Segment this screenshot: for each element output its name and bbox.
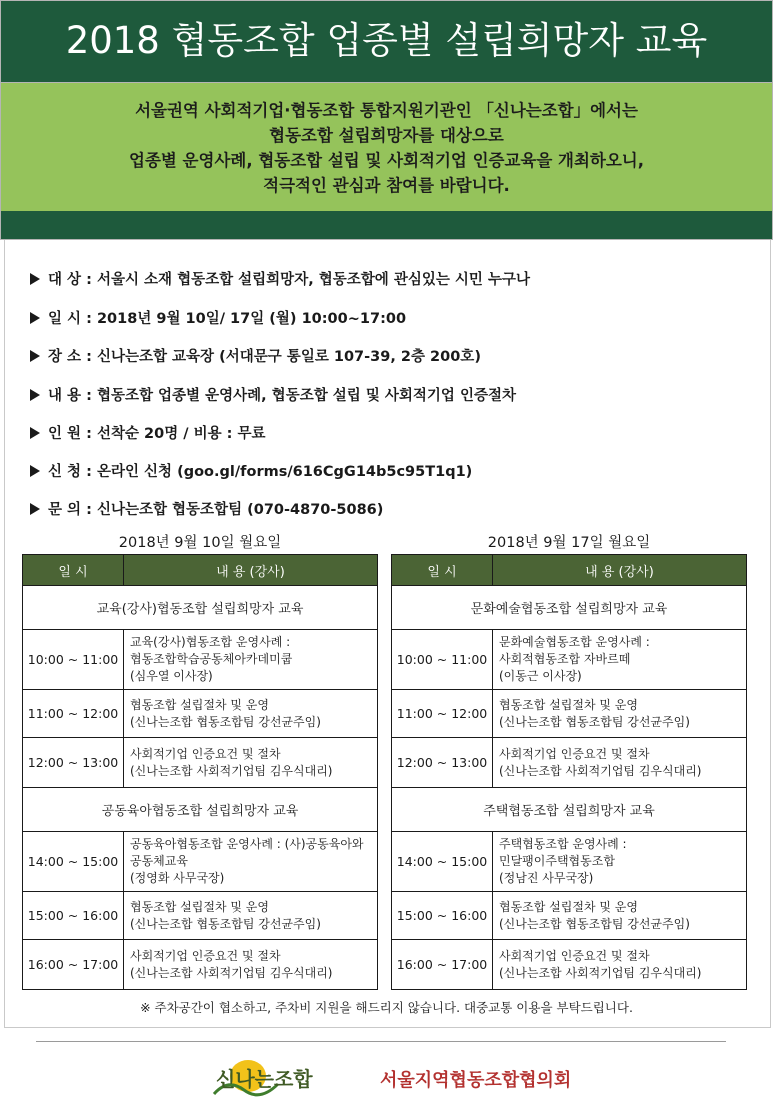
footer-divider	[36, 1041, 726, 1042]
arrow-right-icon	[30, 465, 40, 477]
table-row	[392, 690, 747, 738]
table-row	[392, 738, 747, 788]
time-cell: 16:00 ~ 17:00	[392, 940, 493, 990]
time-cell: 14:00 ~ 15:00	[392, 832, 493, 892]
arrow-right-icon	[30, 427, 40, 439]
section-row	[392, 586, 747, 630]
table-row	[23, 630, 378, 690]
schedule-table-2	[391, 554, 747, 990]
arrow-right-icon	[30, 503, 40, 515]
section-title: 공동육아협동조합 설립희망자 교육	[23, 788, 378, 832]
desc-cell: 사회적기업 인증요건 및 절차 (신나는조합 사회적기업팀 김우식대리)	[493, 940, 747, 990]
sinaneun-logo	[208, 1050, 318, 1106]
col-header-time: 일 시	[23, 555, 124, 586]
table-row	[23, 892, 378, 940]
day-title-2: 2018년 9월 17일 월요일	[487, 535, 651, 551]
col-header-content: 내 용 (강사)	[124, 555, 378, 586]
desc-cell: 협동조합 설립절차 및 운영 (신나는조합 협동조합팀 강선균주임)	[493, 892, 747, 940]
info-capacity: 인 원 : 선착순 20명 / 비용 : 무료	[30, 422, 266, 443]
schedule-table-1	[22, 554, 378, 990]
info-venue: 장 소 : 신나는조합 교육장 (서대문구 통일로 107-39, 2층 200호)	[30, 345, 481, 366]
parking-notice: ※ 주차공간이 협소하고, 주차비 지원을 해드리지 않습니다. 대중교통 이용을 부탁드립니다.	[140, 1000, 633, 1015]
table-row	[392, 940, 747, 990]
time-cell: 10:00 ~ 11:00	[392, 630, 493, 690]
intro-line: 서울권역 사회적기업·협동조합 통합지원기관인 「신나는조합」에서는	[135, 101, 638, 120]
time-cell: 11:00 ~ 12:00	[392, 690, 493, 738]
intro-box	[0, 83, 773, 211]
time-cell: 14:00 ~ 15:00	[23, 832, 124, 892]
org-name: 서울지역협동조합협의회	[380, 1070, 572, 1091]
logo-text: 신나는조합	[216, 1067, 313, 1091]
day-title-1: 2018년 9월 10일 월요일	[118, 535, 282, 551]
desc-cell: 주택협동조합 운영사례 : 민달팽이주택협동조합 (정남진 사무국장)	[493, 832, 747, 892]
section-row	[392, 788, 747, 832]
section-title: 주택협동조합 설립희망자 교육	[392, 788, 747, 832]
desc-cell: 협동조합 설립절차 및 운영 (신나는조합 협동조합팀 강선균주임)	[493, 690, 747, 738]
header-band	[0, 211, 773, 240]
table-header-row	[23, 555, 378, 586]
section-title: 교육(강사)협동조합 설립희망자 교육	[23, 586, 378, 630]
info-datetime: 일 시 : 2018년 9월 10일/ 17일 (월) 10:00~17:00	[30, 307, 406, 328]
time-cell: 11:00 ~ 12:00	[23, 690, 124, 738]
section-title: 문화예술협동조합 설립희망자 교육	[392, 586, 747, 630]
time-cell: 15:00 ~ 16:00	[392, 892, 493, 940]
section-row	[23, 788, 378, 832]
info-contact: 문 의 : 신나는조합 협동조합팀 (070-4870-5086)	[30, 498, 383, 519]
time-cell: 12:00 ~ 13:00	[23, 738, 124, 788]
desc-cell: 교육(강사)협동조합 운영사례 : 협동조합학습공동체아카데미쿱 (심우열 이사장)	[124, 630, 378, 690]
table-row	[23, 738, 378, 788]
arrow-right-icon	[30, 389, 40, 401]
desc-cell: 사회적기업 인증요건 및 절차 (신나는조합 사회적기업팀 김우식대리)	[493, 738, 747, 788]
time-cell: 15:00 ~ 16:00	[23, 892, 124, 940]
desc-cell: 사회적기업 인증요건 및 절차 (신나는조합 사회적기업팀 김우식대리)	[124, 940, 378, 990]
col-header-time: 일 시	[392, 555, 493, 586]
section-row	[23, 586, 378, 630]
title-bar	[0, 0, 773, 83]
desc-cell: 사회적기업 인증요건 및 절차 (신나는조합 사회적기업팀 김우식대리)	[124, 738, 378, 788]
time-cell: 10:00 ~ 11:00	[23, 630, 124, 690]
page-title: 2018 협동조합 업종별 설립희망자 교육	[65, 19, 708, 62]
table-row	[392, 630, 747, 690]
time-cell: 16:00 ~ 17:00	[23, 940, 124, 990]
desc-cell: 협동조합 설립절차 및 운영 (신나는조합 협동조합팀 강선균주임)	[124, 690, 378, 738]
table-row	[23, 690, 378, 738]
table-row	[392, 892, 747, 940]
table-row	[23, 940, 378, 990]
arrow-right-icon	[30, 350, 40, 362]
arrow-right-icon	[30, 273, 40, 285]
table-row	[23, 832, 378, 892]
info-target: 대 상 : 서울시 소재 협동조합 설립희망자, 협동조합에 관심있는 시민 누구나	[30, 268, 530, 289]
desc-cell: 문화예술협동조합 운영사례 : 사회적협동조합 자바르떼 (이동근 이사장)	[493, 630, 747, 690]
time-cell: 12:00 ~ 13:00	[392, 738, 493, 788]
table-row	[392, 832, 747, 892]
arrow-right-icon	[30, 312, 40, 324]
info-content: 내 용 : 협동조합 업종별 운영사례, 협동조합 설립 및 사회적기업 인증절차	[30, 384, 516, 405]
desc-cell: 공동육아협동조합 운영사례 : (사)공동육아와 공동체교육 (정영화 사무국장)	[124, 832, 378, 892]
intro-line: 협동조합 설립희망자를 대상으로	[269, 126, 504, 145]
intro-line: 업종별 운영사례, 협동조합 설립 및 사회적기업 인증교육을 개최하오니,	[129, 151, 644, 170]
intro-line: 적극적인 관심과 참여를 바랍니다.	[263, 176, 510, 195]
header	[0, 0, 773, 240]
info-apply: 신 청 : 온라인 신청 (goo.gl/forms/616CgG14b5c95T1q1)	[30, 460, 472, 481]
col-header-content: 내 용 (강사)	[493, 555, 747, 586]
table-header-row	[392, 555, 747, 586]
desc-cell: 협동조합 설립절차 및 운영 (신나는조합 협동조합팀 강선균주임)	[124, 892, 378, 940]
